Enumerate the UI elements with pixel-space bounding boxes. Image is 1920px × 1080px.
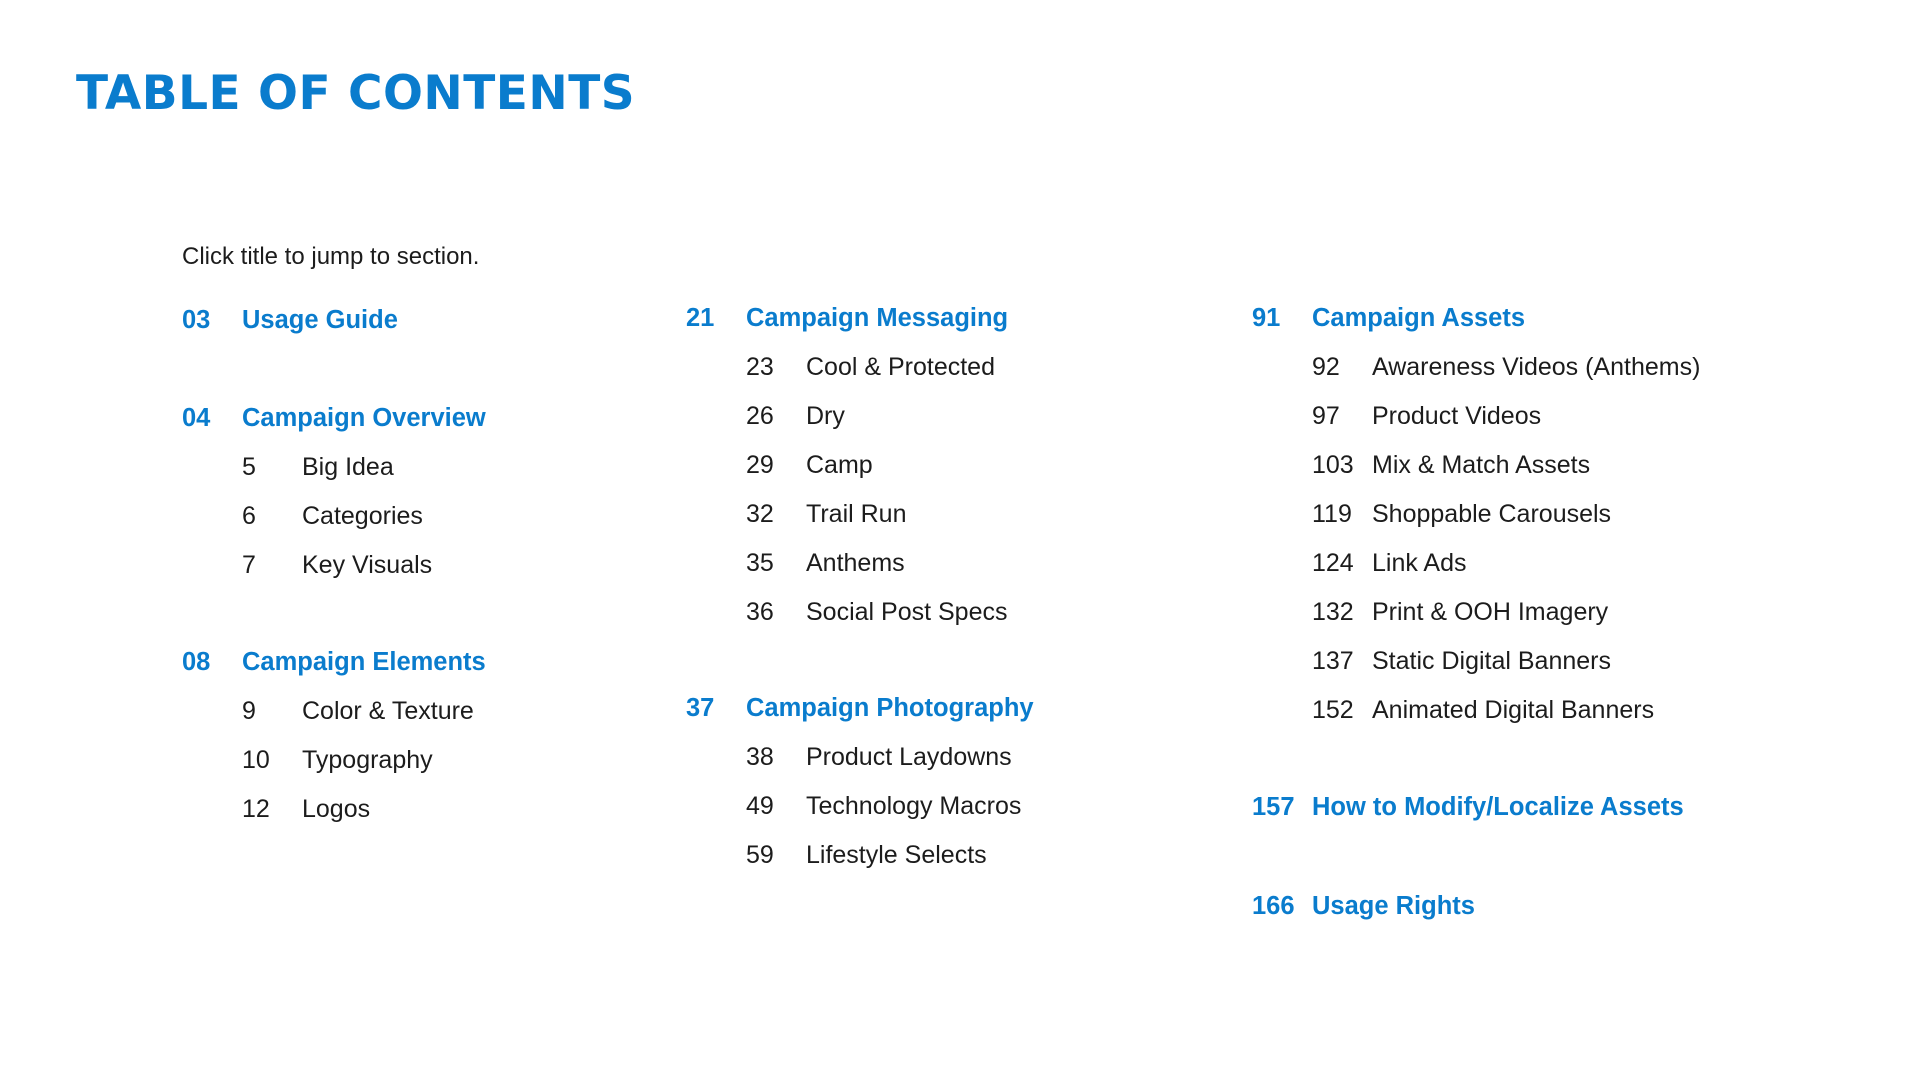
toc-entry-title: Camp [806, 451, 873, 479]
toc-page-number: 36 [746, 598, 774, 626]
toc-page-number: 37 [686, 694, 715, 722]
toc-entry-title: Dry [806, 402, 845, 430]
jump-instruction: Click title to jump to section. [182, 243, 480, 270]
toc-entry-title: Shoppable Carousels [1372, 500, 1612, 528]
toc-page-number: 32 [746, 500, 774, 528]
toc-page-number: 6 [242, 502, 256, 530]
toc-page-number: 08 [182, 648, 211, 676]
toc-page-number: 03 [182, 306, 211, 334]
toc-page-number: 119 [1312, 500, 1352, 528]
toc-page-number: 157 [1252, 793, 1295, 821]
toc-entry-title: Campaign Photography [746, 694, 1034, 722]
toc-entry-title: Awareness Videos (Anthems) [1372, 353, 1701, 381]
toc-entry-title: Logos [302, 795, 371, 823]
toc-entry-title: Key Visuals [302, 551, 433, 579]
toc-entry-title: Cool & Protected [806, 353, 995, 381]
toc-page-number: 04 [182, 404, 211, 432]
toc-entry-title: Trail Run [806, 500, 907, 528]
toc-page-number: 5 [242, 453, 256, 481]
toc-page-number: 97 [1312, 402, 1340, 430]
toc-entry-title: Campaign Messaging [746, 304, 1009, 332]
toc-page-number: 35 [746, 549, 774, 577]
toc-page-number: 29 [746, 451, 774, 479]
toc-page-number: 10 [242, 746, 270, 774]
toc-page-number: 49 [746, 792, 774, 820]
toc-entry-title: Anthems [806, 549, 905, 577]
toc-entry-title: Product Videos [1372, 402, 1542, 430]
toc-page-number: 9 [242, 697, 256, 725]
toc-page-number: 124 [1312, 549, 1354, 577]
toc-page-number: 26 [746, 402, 774, 430]
toc-entry-title: Campaign Elements [242, 648, 486, 676]
toc-page-number: 91 [1252, 304, 1281, 332]
toc-entry-title: Color & Texture [302, 697, 474, 725]
toc-page-number: 166 [1252, 892, 1295, 920]
toc-entry-title: Campaign Assets [1312, 304, 1526, 332]
toc-page-number: 21 [686, 304, 715, 332]
toc-entry-title: How to Modify/Localize Assets [1312, 793, 1684, 821]
toc-page-number: 7 [242, 551, 256, 579]
toc-entry-title: Product Laydowns [806, 743, 1012, 771]
toc-page-number: 12 [242, 795, 270, 823]
toc-entry-title: Static Digital Banners [1372, 647, 1612, 675]
toc-page-number: 103 [1312, 451, 1354, 479]
toc-page-number: 137 [1312, 647, 1354, 675]
toc-entry-title: Animated Digital Banners [1372, 696, 1655, 724]
toc-entry-title: Typography [302, 746, 433, 774]
toc-entry-title: Usage Guide [242, 306, 398, 334]
toc-page-number: 59 [746, 841, 774, 869]
toc-entry-title: Campaign Overview [242, 404, 486, 432]
toc-entry-title: Usage Rights [1312, 892, 1475, 920]
toc-entry-title: Categories [302, 502, 423, 530]
toc-page-number: 38 [746, 743, 774, 771]
toc-entry-title: Lifestyle Selects [806, 841, 987, 869]
toc-entry-title: Technology Macros [806, 792, 1022, 820]
toc-entry-title: Link Ads [1372, 549, 1467, 577]
toc-page-number: 23 [746, 353, 774, 381]
page-title: TABLE OF CONTENTS [76, 66, 636, 121]
toc-page-number: 152 [1312, 696, 1354, 724]
toc-page-number: 92 [1312, 353, 1340, 381]
toc-entry-title: Print & OOH Imagery [1372, 598, 1609, 626]
toc-entry-title: Social Post Specs [806, 598, 1008, 626]
toc-entry-title: Mix & Match Assets [1372, 451, 1591, 479]
toc-entry-title: Big Idea [302, 453, 394, 481]
toc-page-number: 132 [1312, 598, 1354, 626]
